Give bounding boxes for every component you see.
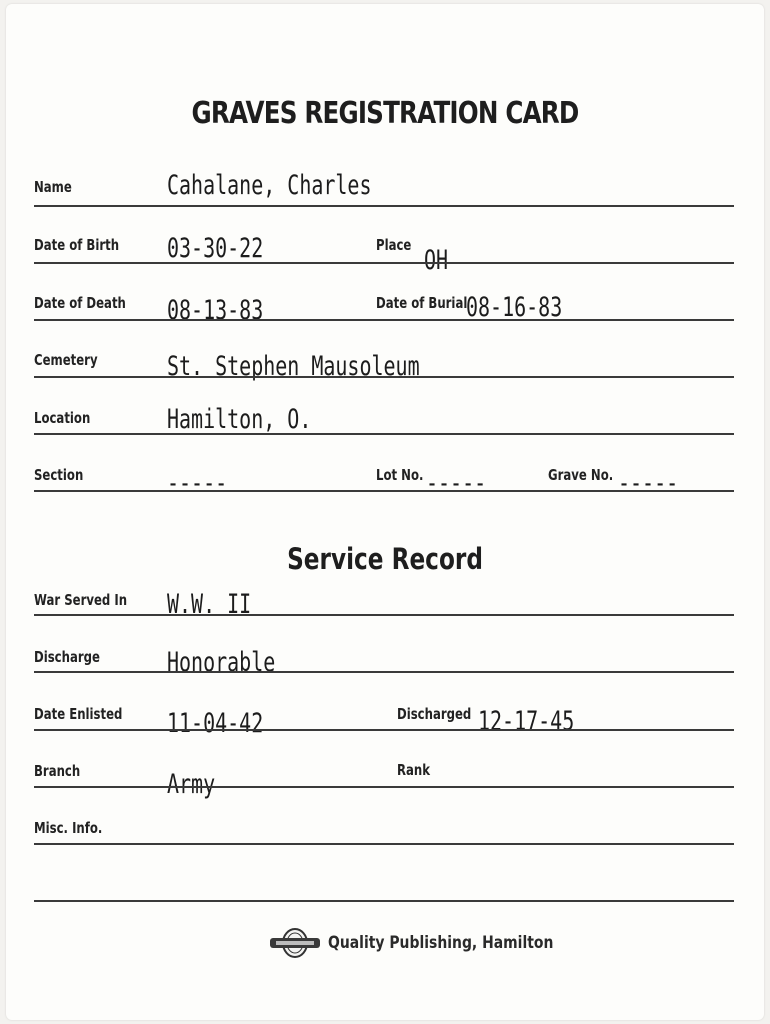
location-label: Location: [34, 409, 91, 427]
discharged-value: 12-17-45: [478, 706, 575, 737]
cemetery-value: St. Stephen Mausoleum: [167, 351, 420, 382]
section-line: [34, 490, 734, 492]
birth-line: [34, 262, 734, 264]
misc-line-1: [34, 843, 734, 845]
date-of-burial-label: Date of Burial: [376, 294, 468, 312]
misc-line-2: [34, 900, 734, 902]
publisher-footer: [268, 925, 603, 961]
discharge-label: Discharge: [34, 648, 100, 666]
enlisted-line: [34, 729, 734, 731]
death-line: [34, 319, 734, 321]
misc-info-label: Misc. Info.: [34, 819, 103, 837]
service-record-heading: Service Record: [287, 542, 483, 576]
war-served-in-label: War Served In: [34, 591, 128, 609]
war-line: [34, 614, 734, 616]
place-value: OH: [424, 245, 449, 276]
date-enlisted-label: Date Enlisted: [34, 705, 123, 723]
discharged-label: Discharged: [397, 705, 472, 723]
rank-label: Rank: [397, 761, 431, 779]
discharge-value: Honorable: [167, 647, 276, 678]
section-value: -----: [167, 468, 228, 499]
date-of-death-value: 08-13-83: [167, 295, 264, 326]
discharge-line: [34, 671, 734, 673]
date-enlisted-value: 11-04-42: [167, 708, 264, 739]
cemetery-label: Cemetery: [34, 351, 98, 369]
lot-no-label: Lot No.: [376, 466, 424, 484]
grave-no-value: -----: [618, 468, 679, 499]
branch-line: [34, 786, 734, 788]
grave-no-label: Grave No.: [548, 466, 614, 484]
war-served-in-value: W.W. II: [167, 589, 252, 620]
location-line: [34, 433, 734, 435]
section-label: Section: [34, 466, 84, 484]
date-of-birth-value: 03-30-22: [167, 233, 264, 264]
card-title: GRAVES REGISTRATION CARD: [191, 96, 579, 131]
publisher-name: Quality Publishing, Hamilton: [328, 933, 554, 953]
name-line: [34, 205, 734, 207]
graves-registration-card: [6, 4, 764, 1020]
publisher-seal-icon: [268, 925, 322, 961]
place-label: Place: [376, 236, 412, 254]
date-of-birth-label: Date of Birth: [34, 236, 120, 254]
location-value: Hamilton, O.: [167, 404, 312, 435]
cemetery-line: [34, 376, 734, 378]
date-of-death-label: Date of Death: [34, 294, 126, 312]
branch-label: Branch: [34, 762, 81, 780]
name-label: Name: [34, 178, 72, 196]
date-of-burial-value: 08-16-83: [466, 292, 563, 323]
name-value: Cahalane, Charles: [167, 170, 372, 201]
lot-no-value: -----: [426, 468, 487, 499]
branch-value: Army: [167, 769, 216, 800]
